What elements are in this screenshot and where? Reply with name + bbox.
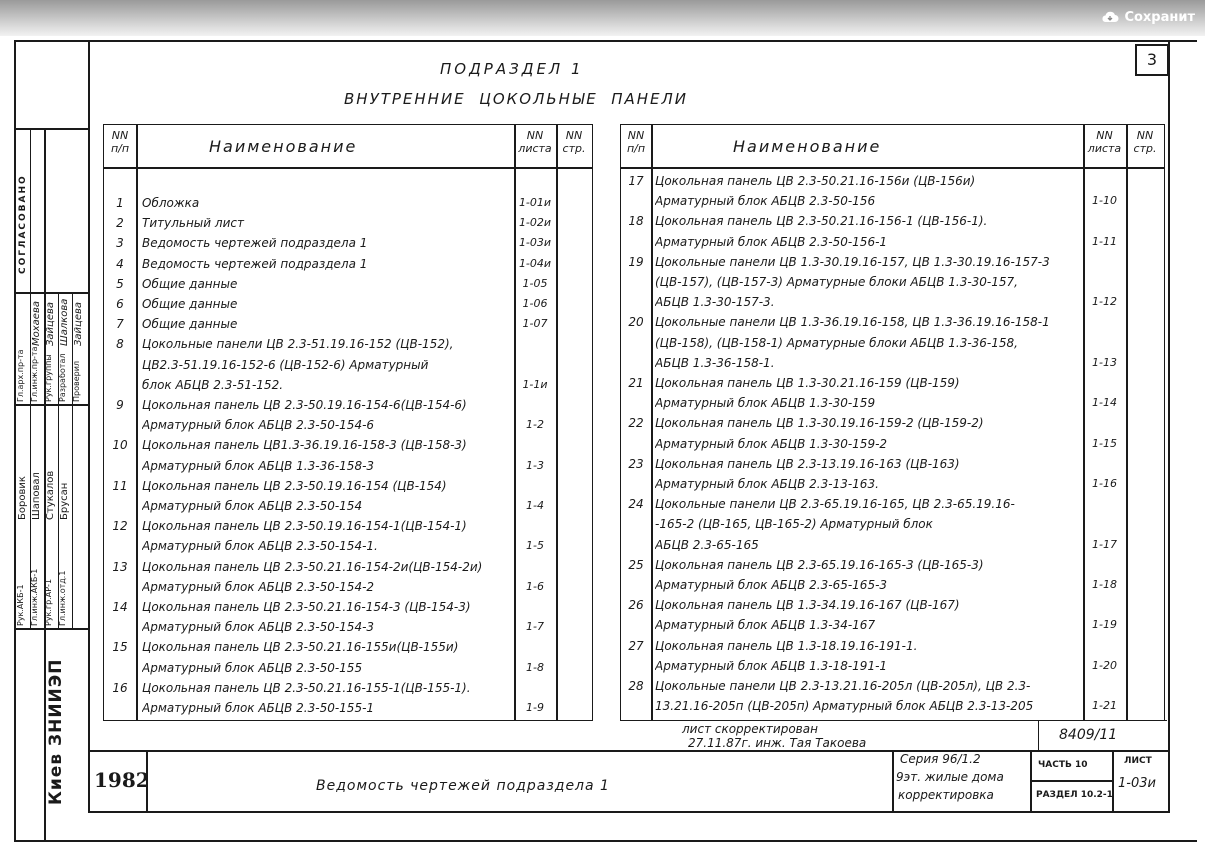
row-name: АБЦВ 2.3-65-165: [655, 537, 759, 552]
correction-note-1: лист скорректирован: [682, 722, 818, 736]
row-sheet: 1-9: [526, 701, 544, 714]
row-name: Арматурный блок АБЦВ 1.3-36-158-3: [142, 458, 375, 473]
right-table: [620, 124, 1165, 721]
row-name: Арматурный блок АБЦВ 2.3-50-154: [142, 499, 363, 513]
row-name: Арматурный блок АБЦВ 2.3-50-154-3: [142, 620, 375, 635]
row-sheet: 1-07: [522, 317, 548, 331]
row-number: 3: [116, 236, 124, 251]
row-name: Общие данные: [142, 276, 238, 291]
row-name: Цокольная панель ЦВ 2.3-50.21.16-154-3 (ЦВ-154-3): [142, 600, 471, 614]
row-name: Арматурный блок АБЦВ 2.3-13-163.: [655, 477, 879, 491]
stamp-divider: [14, 292, 90, 294]
table-row: [104, 213, 592, 233]
stamp-name: Боровик: [17, 476, 28, 520]
row-name: Цокольные панели ЦВ 1.3-36.19.16-158, ЦВ 1.3-36.19.16-158-1: [655, 315, 1050, 330]
year: 1982: [94, 768, 150, 792]
header-divider: [104, 167, 592, 169]
row-name: Общие данные: [142, 317, 238, 332]
row-number: 21: [628, 376, 644, 390]
title-block-divider: [892, 750, 894, 812]
row-number: 22: [628, 416, 644, 431]
section-subheading: ВНУТРЕННИЕ ЦОКОЛЬНЫЕ ПАНЕЛИ: [344, 90, 689, 108]
row-name: Цокольная панель ЦВ 2.3-13.19.16-163 (ЦВ-163): [655, 456, 960, 471]
row-name: Цокольная панель ЦВ 1.3-30.19.16-159-2 (ЦВ-159-2): [655, 416, 984, 431]
row-name: АБЦВ 1.3-36-158-1.: [655, 355, 775, 370]
row-number: 11: [112, 478, 128, 493]
row-name: Общие данные: [142, 297, 238, 311]
table-row: [621, 211, 1164, 231]
row-sheet: 1-4: [526, 499, 544, 512]
table-row: [104, 355, 592, 375]
stamp-role: Рук.гр.АР-1: [44, 578, 53, 626]
stamp-divider: [14, 404, 90, 406]
table-row: [621, 595, 1164, 615]
table-row: [621, 535, 1164, 555]
stamp-role: Гл.инж.АКБ-1: [30, 568, 39, 626]
row-sheet: 1-3: [526, 458, 544, 472]
row-sheet: 1-18: [1092, 578, 1117, 591]
description-2: корректировка: [898, 788, 994, 802]
table-row: [104, 375, 592, 395]
row-number: 20: [628, 315, 644, 330]
table-row: [104, 516, 592, 536]
row-name: Арматурный блок АБЦВ 1.3-34-167: [655, 618, 876, 633]
row-sheet: 1-10: [1092, 194, 1117, 208]
row-name: Цокольная панель ЦВ 2.3-50.19.16-154-1(ЦВ-154-1): [142, 519, 467, 534]
table-row: [104, 698, 592, 718]
header-divider: [621, 167, 1164, 169]
frame-left-outer: [14, 40, 16, 840]
row-sheet: 1-01и: [518, 196, 552, 209]
sheet-value: 1-03и: [1118, 776, 1156, 791]
header-name: Наименование: [209, 137, 358, 156]
row-number: 25: [628, 557, 644, 572]
table-row: [621, 232, 1164, 252]
table-row: [104, 476, 592, 496]
row-sheet: 1-14: [1092, 396, 1117, 410]
frame-top: [14, 40, 1197, 42]
row-sheet: 1-02и: [518, 216, 552, 230]
table-row: [104, 395, 592, 415]
row-sheet: 1-03и: [518, 236, 552, 250]
row-name: Цокольная панель ЦВ 2.3-50.19.16-154-6(ЦВ-154-6): [142, 398, 467, 412]
row-name: Арматурный блок АБЦВ 2.3-65-165-3: [655, 578, 888, 592]
stamp-name: Зайцева: [73, 301, 84, 346]
row-name: Ведомость чертежей подраздела 1: [142, 236, 368, 251]
stamp-name: Стукалов: [45, 470, 56, 520]
row-sheet: 1-21: [1092, 699, 1117, 713]
header-page: NN стр.: [1133, 129, 1157, 155]
row-sheet: 1-20: [1092, 658, 1117, 672]
row-name: Цокольные панели ЦВ 2.3-13.21.16-205л (ЦВ-205л), ЦВ 2.3-: [655, 679, 1031, 693]
section-label: РАЗДЕЛ 10.2-1: [1036, 790, 1113, 800]
stamp-divider: [14, 128, 90, 130]
row-name: Цокольная панель ЦВ 2.3-50.21.16-155и(ЦВ-155и): [142, 640, 459, 655]
row-sheet: 1-2: [526, 418, 544, 432]
cloud-save-icon: [1101, 10, 1119, 24]
row-number: 16: [112, 680, 128, 695]
table-row: [104, 637, 592, 657]
table-row: [621, 575, 1164, 595]
row-name: Арматурный блок АБЦВ 2.3-50-155: [142, 660, 363, 675]
row-sheet: 1-04и: [518, 256, 552, 270]
table-row: [104, 536, 592, 556]
row-name: блок АБЦВ 2.3-51-152.: [142, 377, 284, 392]
row-name: Арматурный блок АБЦВ 2.3-50-154-2: [142, 579, 375, 594]
row-number: 10: [112, 438, 128, 453]
row-name: Цокольная панель ЦВ 2.3-50.21.16-156-1 (ЦВ-156-1).: [655, 214, 988, 229]
row-name: (ЦВ-157), (ЦВ-157-3) Арматурные блоки АБЦВ 1.3-30-157,: [655, 275, 1018, 289]
title-block-bottom: [88, 811, 1170, 813]
row-sheet: 1-8: [526, 660, 544, 674]
row-sheet: 1-7: [526, 620, 544, 634]
table-row: [104, 658, 592, 678]
table-row: [621, 474, 1164, 494]
table-row: [104, 254, 592, 274]
row-number: 12: [112, 519, 128, 534]
table-row: [104, 597, 592, 617]
stamp-role: Гл.арх.пр-та: [16, 349, 25, 402]
stamp-role: Проверил: [72, 360, 81, 402]
row-name: Цокольная панель ЦВ 1.3-34.19.16-167 (ЦВ-167): [655, 598, 960, 613]
title-block-divider: [1030, 780, 1113, 782]
series: Серия 96/1.2: [900, 752, 981, 766]
header-nn: NN п/п: [626, 129, 646, 155]
row-name: Цокольные панели ЦВ 1.3-30.19.16-157, ЦВ 1.3-30.19.16-157-3: [655, 254, 1050, 269]
row-sheet: 1-19: [1092, 618, 1117, 632]
row-name: Арматурный блок АБЦВ 2.3-50-156: [655, 194, 876, 209]
table-row: [621, 636, 1164, 656]
row-number: 15: [112, 640, 128, 655]
stamp-role: Гл.инж.пр-та: [30, 346, 39, 402]
stamp-name: Мохаева: [31, 301, 42, 346]
row-name: ЦВ2.3-51.19.16-152-6 (ЦВ-152-6) Арматурный: [142, 357, 429, 372]
stamp-divider: [30, 128, 31, 292]
title-block-top: [88, 750, 1170, 752]
table-row: [104, 233, 592, 253]
row-name: Арматурный блок АБЦВ 1.3-18-191-1: [655, 658, 888, 673]
left-table: [103, 124, 593, 721]
sheet-label: ЛИСТ: [1124, 756, 1152, 766]
row-number: 17: [628, 174, 644, 188]
row-number: 14: [112, 600, 128, 614]
row-number: 5: [116, 276, 124, 291]
table-row: [621, 171, 1164, 191]
sheet-title: Ведомость чертежей подраздела 1: [316, 778, 610, 794]
table-row: [104, 577, 592, 597]
row-sheet: 1-06: [522, 297, 548, 310]
approval-label: СОГЛАСОВАНО: [18, 174, 28, 274]
table-row: [621, 514, 1164, 534]
table-row: [104, 557, 592, 577]
row-name: Титульный лист: [142, 216, 244, 231]
row-sheet: 1-13: [1092, 355, 1117, 369]
row-name: АБЦВ 1.3-30-157-3.: [655, 295, 775, 310]
table-row: [621, 292, 1164, 312]
table-row: [621, 676, 1164, 696]
row-number: 18: [628, 214, 644, 229]
header-sheet: NN листа: [518, 129, 552, 155]
row-sheet: 1-1и: [522, 377, 548, 391]
row-name: Арматурный блок АБЦВ 1.3-30-159: [655, 396, 876, 411]
row-sheet: 1-6: [526, 579, 544, 593]
save-button[interactable]: [1095, 6, 1201, 28]
row-number: 9: [116, 398, 124, 412]
table-row: [104, 456, 592, 476]
table-row: [104, 678, 592, 698]
row-sheet: 1-05: [522, 276, 548, 290]
row-name: Цокольные панели ЦВ 2.3-65.19.16-165, ЦВ 2.3-65.19.16-: [655, 497, 1015, 512]
table-row: [104, 435, 592, 455]
row-number: 8: [116, 337, 124, 352]
row-sheet: 1-11: [1092, 234, 1117, 248]
row-number: 1: [116, 196, 124, 210]
row-name: Цокольная панель ЦВ 2.3-50.19.16-154 (ЦВ-154): [142, 478, 447, 493]
frame-left-inner: [88, 42, 90, 812]
table-row: [104, 314, 592, 334]
table-row: [621, 615, 1164, 635]
table-row: [104, 294, 592, 314]
row-name: Цокольная панель ЦВ 2.3-50.21.16-154-2и(ЦВ-154-2и): [142, 559, 483, 574]
table-row: [621, 494, 1164, 514]
table-row: [621, 454, 1164, 474]
row-sheet: 1-12: [1092, 295, 1117, 309]
table-row: [621, 333, 1164, 353]
save-label: Сохранит: [1124, 9, 1195, 25]
table-row: [621, 312, 1164, 332]
row-number: 2: [116, 216, 124, 231]
stamp-role: Рук.группы: [44, 354, 53, 402]
row-number: 27: [628, 638, 644, 653]
row-number: 6: [116, 297, 124, 311]
row-number: 19: [628, 254, 644, 269]
row-name: Ведомость чертежей подраздела 1: [142, 256, 368, 271]
stamp-name: Шаповал: [31, 472, 42, 520]
row-name: Обложка: [142, 196, 200, 210]
row-name: Цокольная панель ЦВ 2.3-65.19.16-165-3 (ЦВ-165-3): [655, 557, 984, 572]
table-row: [104, 193, 592, 213]
row-number: 26: [628, 598, 644, 613]
row-name: Арматурный блок АБЦВ 2.3-50-155-1: [142, 701, 375, 715]
header-nn: NN п/п: [110, 129, 130, 155]
row-name: (ЦВ-158), (ЦВ-158-1) Арматурные блоки АБЦВ 1.3-36-158,: [655, 335, 1018, 350]
stamp-role: Рук.АКБ-1: [16, 584, 25, 626]
organization: Киев ЗНИИЭП: [46, 658, 66, 805]
table-row: [621, 434, 1164, 454]
table-row: [621, 353, 1164, 373]
table-row: [621, 413, 1164, 433]
row-number: 7: [116, 317, 124, 332]
row-name: -165-2 (ЦВ-165, ЦВ-165-2) Арматурный блок: [655, 517, 933, 532]
row-name: Цокольная панель ЦВ 2.3-50.21.16-155-1(ЦВ-155-1).: [142, 680, 471, 695]
frame-bottom: [14, 840, 1197, 842]
part-label: ЧАСТЬ 10: [1038, 760, 1088, 770]
row-name: Арматурный блок АБЦВ 1.3-30-159-2: [655, 436, 888, 451]
doc-number-box: [1038, 720, 1167, 751]
doc-number: 8409/11: [1059, 727, 1118, 743]
row-number: 23: [628, 456, 644, 471]
row-sheet: 1-5: [526, 539, 544, 553]
description-1: 9эт. жилые дома: [896, 770, 1004, 784]
frame-right: [1168, 42, 1170, 812]
row-name: Арматурный блок АБЦВ 2.3-50-154-1.: [142, 539, 378, 554]
table-row: [104, 496, 592, 516]
table-row: [621, 272, 1164, 292]
row-sheet: 1-16: [1092, 477, 1117, 490]
stamp-name: Зайцева: [45, 301, 56, 346]
header-name: Наименование: [733, 137, 882, 156]
row-name: Цокольная панель ЦВ 2.3-50.21.16-156и (ЦВ-156и): [655, 174, 976, 188]
row-name: Цокольная панель ЦВ 1.3-30.21.16-159 (ЦВ-159): [655, 376, 960, 390]
stamp-name: Шалкова: [59, 298, 70, 346]
stamp-divider: [14, 628, 90, 630]
table-row: [104, 274, 592, 294]
table-row: [104, 334, 592, 354]
row-name: Цокольная панель ЦВ1.3-36.19.16-158-3 (ЦВ-158-3): [142, 438, 467, 453]
table-row: [621, 252, 1164, 272]
stamp-role: Разработал: [58, 353, 67, 402]
row-name: Цокольные панели ЦВ 2.3-51.19.16-152 (ЦВ-152),: [142, 337, 454, 352]
stamp-role: Гл.инж.отд.1: [58, 570, 67, 626]
browser-toolbar: [0, 0, 1205, 36]
row-number: 24: [628, 497, 644, 512]
page-number: 3: [1135, 44, 1169, 76]
header-page: NN стр.: [562, 129, 586, 155]
row-name: Арматурный блок АБЦВ 2.3-50-156-1: [655, 234, 888, 249]
table-row: [621, 191, 1164, 211]
table-row: [621, 555, 1164, 575]
row-number: 13: [112, 559, 128, 574]
row-name: 13.21.16-205п (ЦВ-205п) Арматурный блок АБЦВ 2.3-13-205: [655, 699, 1034, 714]
row-sheet: 1-17: [1092, 537, 1117, 551]
table-row: [621, 696, 1164, 716]
table-row: [621, 656, 1164, 676]
table-row: [621, 393, 1164, 413]
table-row: [104, 617, 592, 637]
row-number: 28: [628, 679, 644, 693]
stamp-name: Брусан: [59, 482, 70, 520]
row-sheet: 1-15: [1092, 436, 1117, 450]
section-heading: ПОДРАЗДЕЛ 1: [440, 60, 584, 78]
header-sheet: NN листа: [1087, 129, 1122, 155]
row-number: 4: [116, 256, 124, 271]
correction-note-2: 27.11.87г. инж. Тая Такоева: [688, 736, 867, 750]
table-row: [104, 415, 592, 435]
row-name: Арматурный блок АБЦВ 2.3-50-154-6: [142, 418, 375, 433]
row-name: Цокольная панель ЦВ 1.3-18.19.16-191-1.: [655, 638, 918, 653]
table-row: [621, 373, 1164, 393]
